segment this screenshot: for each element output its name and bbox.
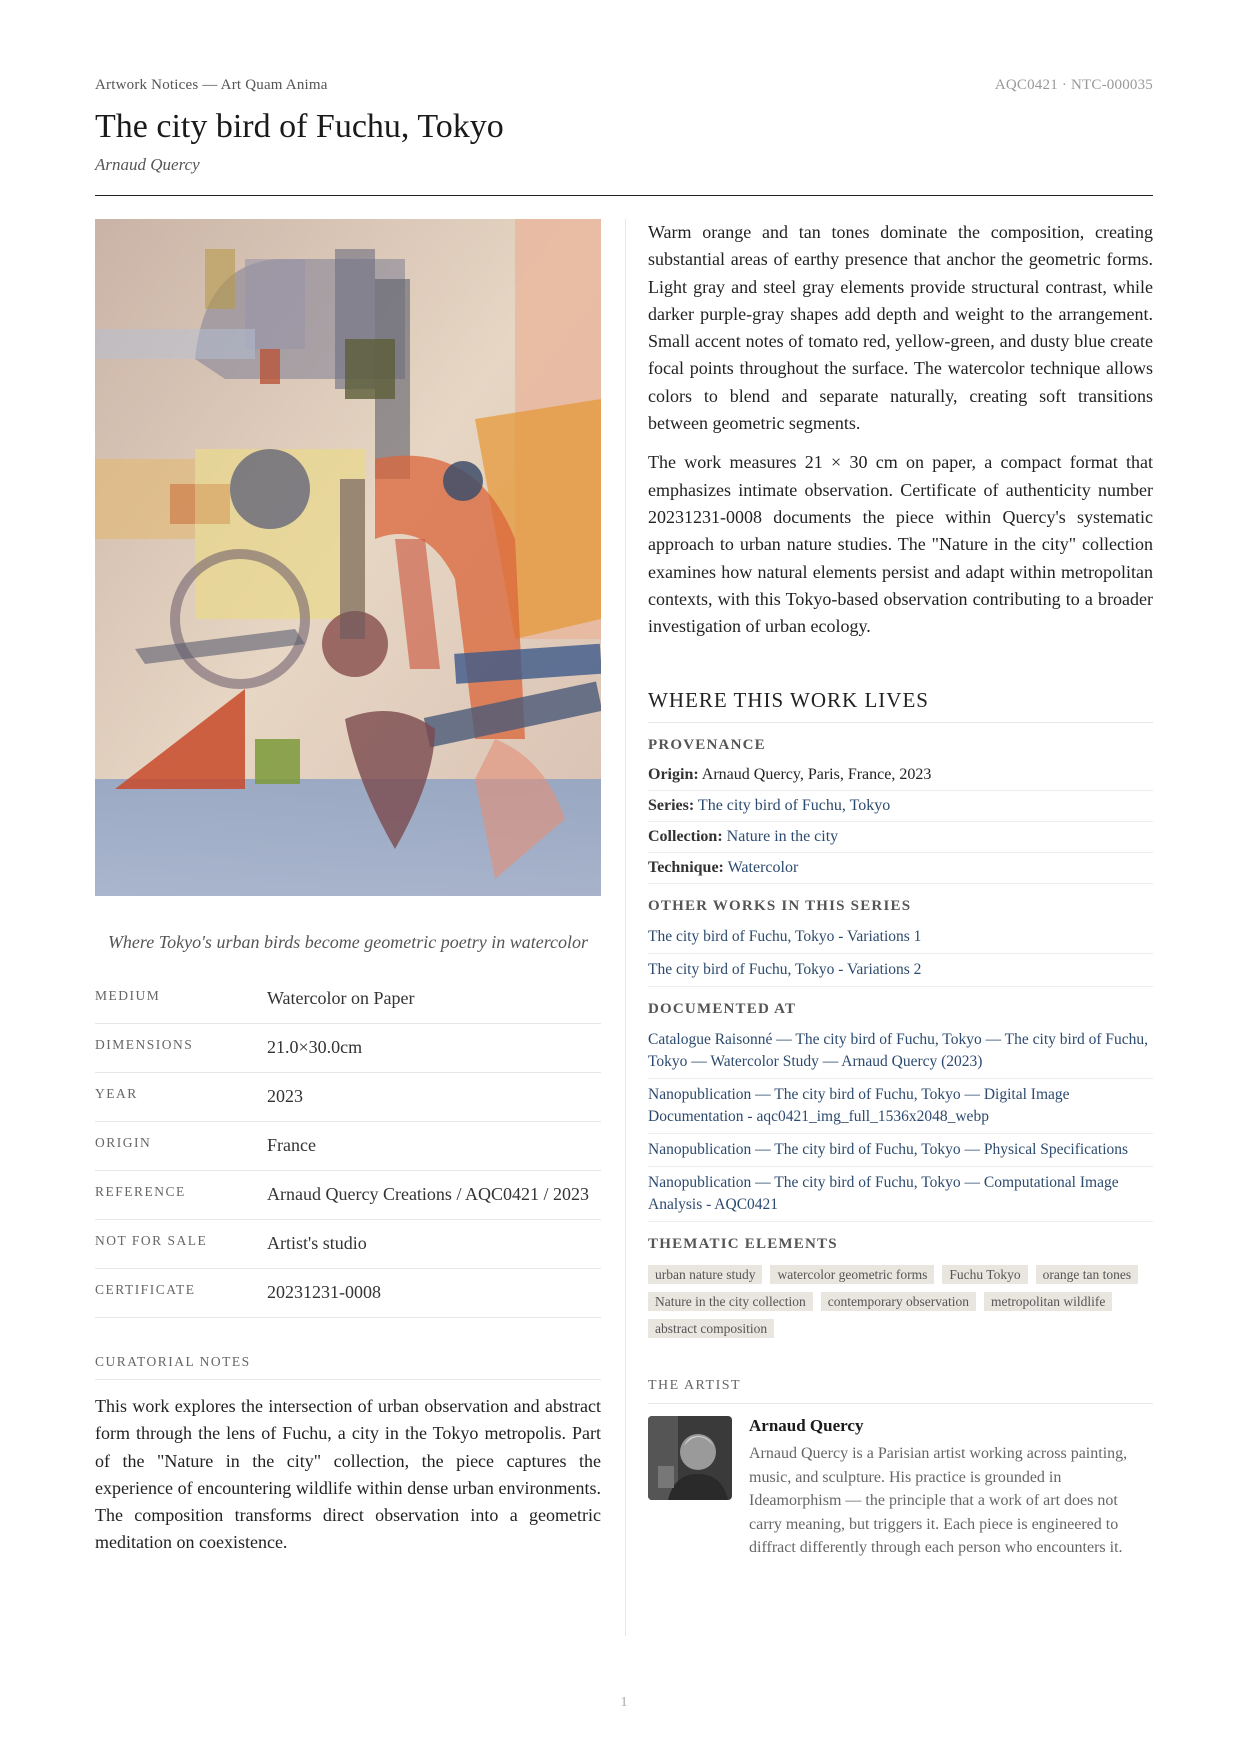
description	[648, 219, 1153, 640]
series-work-link[interactable]: The city bird of Fuchu, Tokyo - Variations 1	[648, 921, 1153, 954]
spec-value: Artist's studio	[267, 1233, 367, 1253]
spec-value: Watercolor on Paper	[267, 988, 415, 1008]
theme-tag: Nature in the city collection	[648, 1292, 813, 1311]
provenance-heading: PROVENANCE	[648, 737, 766, 754]
document-page	[95, 0, 1153, 1754]
running-header	[95, 77, 1153, 95]
provenance-value: Arnaud Quercy, Paris, France, 2023	[701, 766, 932, 784]
spec-label: MEDIUM	[95, 988, 161, 1003]
spec-value: 2023	[267, 1086, 303, 1106]
spec-value: Arnaud Quercy Creations / AQC0421 / 2023	[267, 1184, 589, 1204]
where-heading: WHERE THIS WORK LIVES	[648, 688, 1153, 723]
column-divider	[625, 219, 626, 1636]
documented-heading: DOCUMENTED AT	[648, 1001, 797, 1018]
theme-tag: contemporary observation	[821, 1292, 976, 1311]
provenance-key: Series:	[648, 797, 695, 815]
artwork-image	[95, 219, 601, 896]
theme-tag: watercolor geometric forms	[770, 1265, 934, 1284]
left-column	[95, 219, 601, 1557]
spec-row-reference	[95, 1171, 601, 1220]
theme-tag: abstract composition	[648, 1319, 774, 1338]
theme-tag: metropolitan wildlife	[984, 1292, 1112, 1311]
artist-name: Arnaud Quercy	[749, 1416, 864, 1436]
spec-value: France	[267, 1135, 316, 1155]
spec-label: ORIGIN	[95, 1135, 152, 1150]
artist-portrait	[648, 1416, 732, 1500]
description-paragraph: The work measures 21 × 30 cm on paper, a compact format that emphasizes intimate observation. Certificate of authenticity number 20231231-0008 documents the piece within Quercy's systematic approach to urban nature studies. The "Nature in the city" collection examines how natural elements persist and adapt within metropolitan contexts, with this Tokyo-based observation contributing to a broader investigation of urban ecology.	[648, 452, 1153, 637]
theme-tag: orange tan tones	[1036, 1265, 1138, 1284]
spec-table	[95, 975, 601, 1318]
artwork-caption: Where Tokyo's urban birds become geometric poetry in watercolor	[107, 932, 589, 952]
tag-list	[648, 1261, 1153, 1342]
provenance-key: Technique:	[648, 859, 724, 877]
series-link[interactable]: The city bird of Fuchu, Tokyo	[697, 797, 891, 815]
theme-tag: urban nature study	[648, 1265, 762, 1284]
documentation-link[interactable]: Catalogue Raisonné — The city bird of Fuchu, Tokyo — The city bird of Fuchu, Tokyo — Watercolor Study — Arnaud Quercy (2023)	[648, 1024, 1153, 1079]
spec-value: 20231231-0008	[267, 1282, 381, 1302]
artist-text	[749, 1416, 1153, 1560]
spec-row-medium	[95, 975, 601, 1024]
documentation-link[interactable]: Nanopublication — The city bird of Fuchu, Tokyo — Physical Specifications	[648, 1134, 1153, 1167]
spec-row-origin	[95, 1122, 601, 1171]
technique-link[interactable]: Watercolor	[727, 859, 799, 877]
curatorial-notes-body: This work explores the intersection of urban observation and abstract form through the lens of Fuchu, a city in the Tokyo metropolis. Part of the "Nature in the city" collection, the piece captures the experience of encountering wildlife within dense urban environments. The composition transforms direct observation into a geometric meditation on coexistence.	[95, 1396, 601, 1553]
documentation-link[interactable]: Nanopublication — The city bird of Fuchu, Tokyo — Digital Image Documentation - aqc0421_img_full_1536x2048_webp	[648, 1079, 1153, 1134]
spec-row-year	[95, 1073, 601, 1122]
page-number: 1	[620, 1695, 628, 1710]
spec-label: DIMENSIONS	[95, 1037, 194, 1052]
right-column	[648, 219, 1153, 1560]
provenance-technique	[648, 853, 1153, 884]
spec-row-certificate	[95, 1269, 601, 1318]
publication-name: Artwork Notices — Art Quam Anima	[95, 77, 328, 93]
reference-code: AQC0421 · NTC-000035	[994, 77, 1153, 93]
spec-row-sale-status	[95, 1220, 601, 1269]
theme-tag: Fuchu Tokyo	[942, 1265, 1027, 1284]
provenance-collection	[648, 822, 1153, 853]
description-paragraph: Warm orange and tan tones dominate the composition, creating substantial areas of earthy presence that anchor the geometric forms. Light gray and steel gray elements provide structural contrast, while darker purple-gray shapes add depth and weight to the arrangement. Small accent notes of tomato red, yellow-green, and dusty blue create focal points throughout the surface. The watercolor technique allows colors to blend and separate naturally, creating soft transitions between geometric segments.	[648, 222, 1153, 434]
provenance-origin	[648, 760, 1153, 791]
spec-value: 21.0×30.0cm	[267, 1037, 363, 1057]
header-divider	[95, 195, 1153, 196]
artist-byline: Arnaud Quercy	[95, 155, 200, 174]
documentation-link[interactable]: Nanopublication — The city bird of Fuchu, Tokyo — Computational Image Analysis - AQC0421	[648, 1167, 1153, 1222]
spec-row-dimensions	[95, 1024, 601, 1073]
artist-heading: THE ARTIST	[648, 1378, 1153, 1404]
artist-card	[648, 1416, 1153, 1560]
collection-link[interactable]: Nature in the city	[726, 828, 839, 846]
spec-label: NOT FOR SALE	[95, 1233, 208, 1248]
spec-label: YEAR	[95, 1086, 138, 1101]
provenance-key: Origin:	[648, 766, 699, 784]
spec-label: CERTIFICATE	[95, 1282, 196, 1297]
thematic-heading: THEMATIC ELEMENTS	[648, 1236, 838, 1253]
page-title: The city bird of Fuchu, Tokyo	[95, 108, 504, 145]
provenance-key: Collection:	[648, 828, 723, 846]
artist-bio: Arnaud Quercy is a Parisian artist working across painting, music, and sculpture. His practice is grounded in Ideamorphism — the principle that a work of art does not carry meaning, but triggers it. Each piece is engineered to diffract differently through each person who encounters it.	[749, 1445, 1128, 1557]
curatorial-notes-heading: CURATORIAL NOTES	[95, 1354, 601, 1380]
series-work-link[interactable]: The city bird of Fuchu, Tokyo - Variations 2	[648, 954, 1153, 987]
spec-label: REFERENCE	[95, 1184, 186, 1199]
series-heading: OTHER WORKS IN THIS SERIES	[648, 898, 912, 915]
provenance-series	[648, 791, 1153, 822]
